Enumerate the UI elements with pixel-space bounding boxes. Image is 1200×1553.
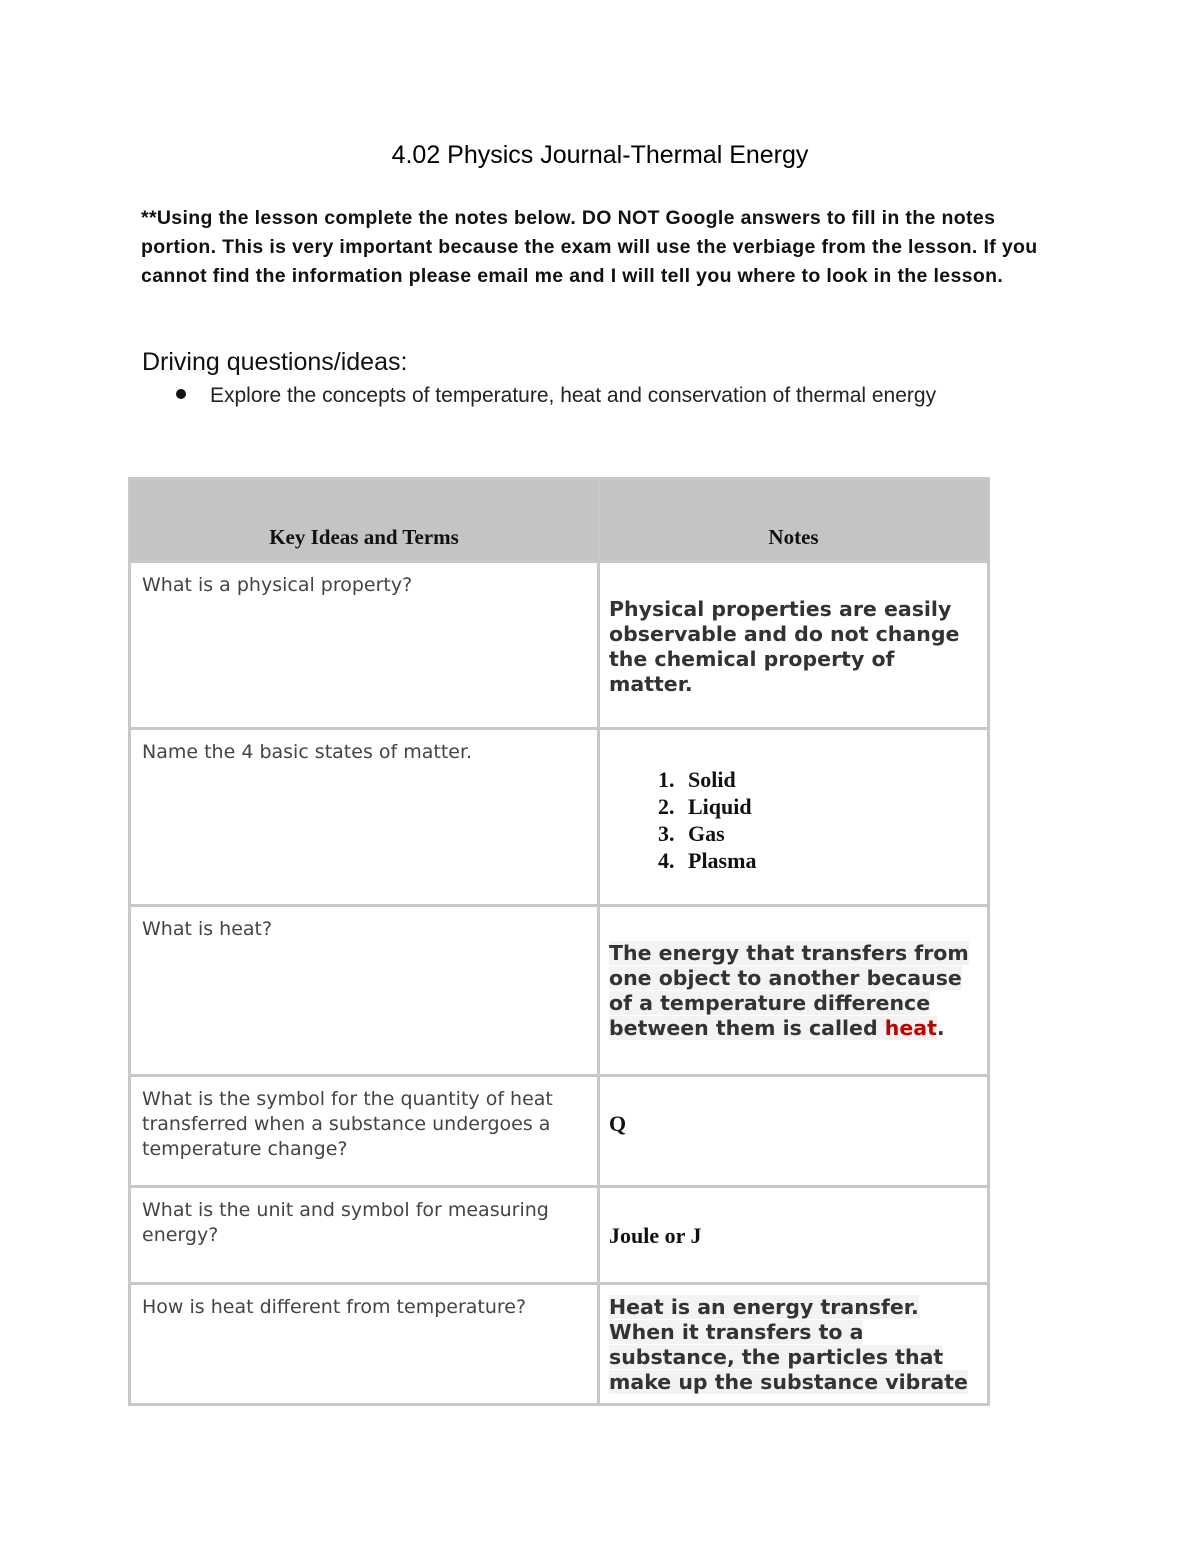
page-title: 4.02 Physics Journal-Thermal Energy: [391, 141, 809, 169]
answer-text-end: .: [936, 1016, 945, 1040]
notes-table: [128, 477, 990, 1406]
answer-cell: [599, 1187, 989, 1284]
states-of-matter-list: [600, 766, 987, 874]
table-header-row: [130, 479, 989, 562]
list-item: 1. Solid: [680, 766, 987, 793]
table-row: [130, 906, 989, 1076]
table-row: [130, 1076, 989, 1187]
bullet-item: [176, 384, 936, 408]
question-cell: [130, 729, 599, 906]
list-item: 2. Liquid: [680, 793, 987, 820]
table-row: [130, 729, 989, 906]
question-cell: [130, 906, 599, 1076]
bullet-text: Explore the concepts of temperature, heat and conservation of thermal energy: [210, 384, 937, 407]
answer-text: Joule or J: [609, 1223, 702, 1248]
list-item: 4. Plasma: [680, 847, 987, 874]
column-header-key-ideas: Key Ideas and Terms: [130, 479, 599, 562]
table-row: [130, 562, 989, 729]
driving-questions-heading: Driving questions/ideas:: [142, 348, 408, 376]
question-cell: [130, 1187, 599, 1284]
answer-cell: [599, 562, 989, 729]
question-text: What is heat?: [142, 918, 273, 940]
answer-highlight-term: heat: [884, 1016, 937, 1040]
question-cell: [130, 562, 599, 729]
answer-text: [600, 907, 987, 1041]
answer-text: Q: [609, 1111, 627, 1136]
question-cell: [130, 1284, 599, 1405]
answer-cell: [599, 906, 989, 1076]
table-row: [130, 1284, 989, 1405]
bullet-icon: [176, 389, 186, 399]
answer-text-main: Heat is an energy transfer. When it transfers to a substance, the particles that make up the substance vibrate: [609, 1295, 968, 1394]
question-text: What is a physical property?: [142, 574, 413, 596]
answer-text: Physical properties are easily observable and do not change the chemical property of matter.: [609, 597, 960, 696]
column-header-notes: Notes: [599, 479, 989, 562]
answer-cell: [599, 1284, 989, 1405]
answer-text: [600, 1285, 987, 1395]
question-text: How is heat different from temperature?: [142, 1296, 527, 1318]
list-item: 3. Gas: [680, 820, 987, 847]
question-cell: [130, 1076, 599, 1187]
question-text: What is the symbol for the quantity of heat transferred when a substance undergoes a temperature change?: [142, 1088, 553, 1160]
question-text: What is the unit and symbol for measuring energy?: [142, 1199, 549, 1246]
answer-cell: [599, 1076, 989, 1187]
instructions-text: **Using the lesson complete the notes below. DO NOT Google answers to fill in the notes portion. This is very important because the exam will use the verbiage from the lesson. If you cannot find the information please email me and I will tell you where to look in the lesson.: [141, 207, 1038, 287]
answer-cell: [599, 729, 989, 906]
answer-text-main: The energy that transfers from one object to another because of a temperature difference between them is called: [609, 941, 969, 1040]
question-text: Name the 4 basic states of matter.: [142, 741, 473, 763]
table-row: [130, 1187, 989, 1284]
